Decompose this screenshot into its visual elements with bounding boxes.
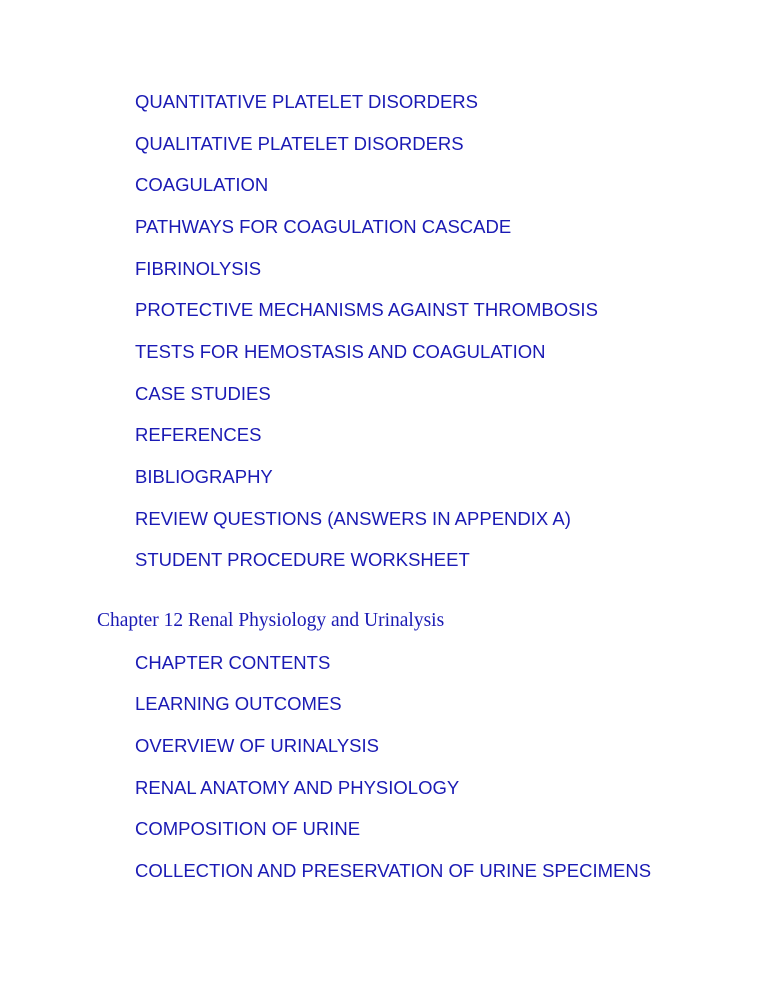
toc-link-collection-preservation-urine[interactable]: COLLECTION AND PRESERVATION OF URINE SPECIMENS <box>135 860 652 881</box>
toc-link-bibliography[interactable]: BIBLIOGRAPHY <box>135 466 273 487</box>
toc-link-review-questions[interactable]: REVIEW QUESTIONS (ANSWERS IN APPENDIX A) <box>135 508 571 529</box>
toc-link-renal-anatomy-physiology[interactable]: RENAL ANATOMY AND PHYSIOLOGY <box>135 777 460 798</box>
toc-link-pathways-coagulation-cascade[interactable]: PATHWAYS FOR COAGULATION CASCADE <box>135 216 512 237</box>
toc-link-qualitative-platelet-disorders[interactable]: QUALITATIVE PLATELET DISORDERS <box>135 133 464 154</box>
toc-chapter-12-title[interactable]: Chapter 12 Renal Physiology and Urinalysis <box>97 610 445 631</box>
toc-link-quantitative-platelet-disorders[interactable]: QUANTITATIVE PLATELET DISORDERS <box>135 91 478 112</box>
toc-link-case-studies[interactable]: CASE STUDIES <box>135 383 271 404</box>
toc-link-coagulation[interactable]: COAGULATION <box>135 174 269 195</box>
toc-link-composition-urine[interactable]: COMPOSITION OF URINE <box>135 818 361 839</box>
toc-link-tests-hemostasis[interactable]: TESTS FOR HEMOSTASIS AND COAGULATION <box>135 341 546 362</box>
toc-link-chapter-contents[interactable]: CHAPTER CONTENTS <box>135 652 331 673</box>
toc-link-fibrinolysis[interactable]: FIBRINOLYSIS <box>135 258 262 279</box>
toc-link-overview-urinalysis[interactable]: OVERVIEW OF URINALYSIS <box>135 735 379 756</box>
toc-link-student-procedure-worksheet[interactable]: STUDENT PROCEDURE WORKSHEET <box>135 549 470 570</box>
toc-link-learning-outcomes[interactable]: LEARNING OUTCOMES <box>135 693 342 714</box>
toc-link-protective-mechanisms[interactable]: PROTECTIVE MECHANISMS AGAINST THROMBOSIS <box>135 299 598 320</box>
toc-link-references[interactable]: REFERENCES <box>135 424 262 445</box>
